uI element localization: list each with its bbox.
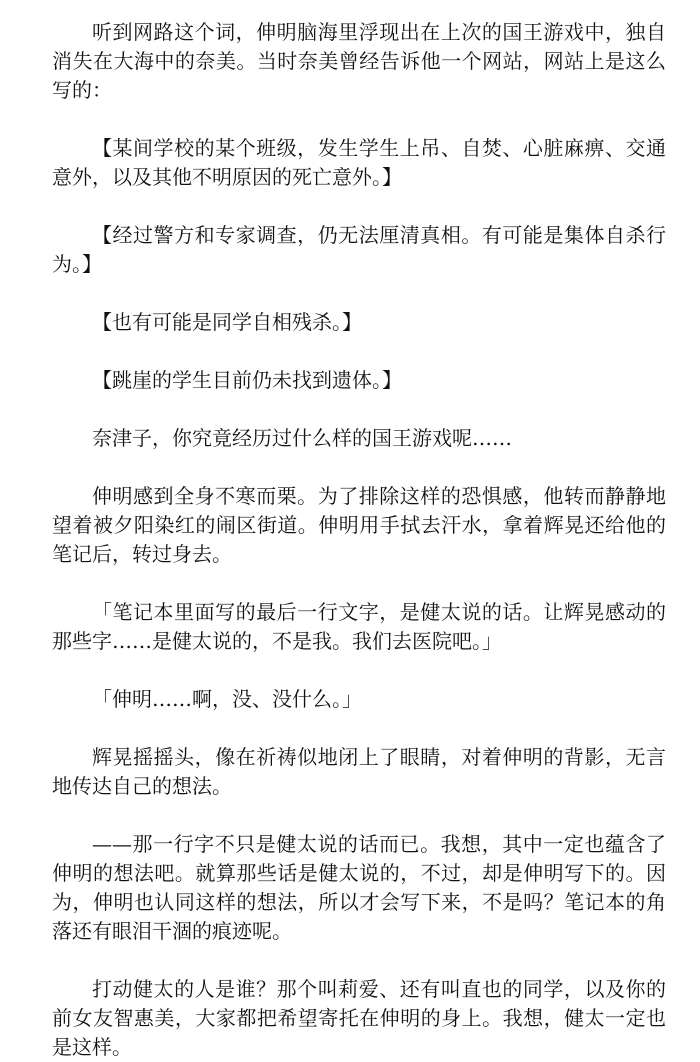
paragraph-12: 打动健太的人是谁？那个叫莉爱、还有叫直也的同学，以及你的前女友智惠美，大家都把希望寄托在伸明的身上。我想，健太一定也是这样。 xyxy=(52,977,666,1059)
paragraph-6: 奈津子，你究竟经历过什么样的国王游戏呢…… xyxy=(92,426,512,450)
paragraph-8: 「笔记本里面写的最后一行文字，是健太说的话。让辉晃感动的那些字……是健太说的，不是我。我们去医院吧。」 xyxy=(52,600,666,653)
paragraph-2: 【某间学校的某个班级，发生学生上吊、自焚、心脏麻痹、交通意外，以及其他不明原因的死亡意外。】 xyxy=(52,136,666,189)
paragraph-3: 【经过警方和专家调查，仍无法厘清真相。有可能是集体自杀行为。】 xyxy=(52,223,666,276)
paragraph-4: 【也有可能是同学自相残杀。】 xyxy=(92,310,362,334)
paragraph-7: 伸明感到全身不寒而栗。为了排除这样的恐惧感，他转而静静地望着被夕阳染红的闹区街道。伸明用手拭去汗水，拿着辉晃还给他的笔记后，转过身去。 xyxy=(52,484,666,566)
paragraph-11: ——那一行字不只是健太说的话而已。我想，其中一定也蕴含了伸明的想法吧。就算那些话是健太说的，不过，却是伸明写下的。因为，伸明也认同这样的想法，所以才会写下来，不是吗？笔记本的角落还有眼泪干涸的痕迹呢。 xyxy=(52,832,666,943)
paragraph-1: 听到网路这个词，伸明脑海里浮现出在上次的国王游戏中，独自消失在大海中的奈美。当时奈美曾经告诉他一个网站，网站上是这么写的： xyxy=(52,20,666,102)
paragraph-9: 「伸明……啊，没、没什么。」 xyxy=(92,687,362,711)
paragraph-10: 辉晃摇摇头，像在祈祷似地闭上了眼睛，对着伸明的背影，无言地传达自己的想法。 xyxy=(52,745,666,798)
paragraph-5: 【跳崖的学生目前仍未找到遗体。】 xyxy=(92,368,402,392)
